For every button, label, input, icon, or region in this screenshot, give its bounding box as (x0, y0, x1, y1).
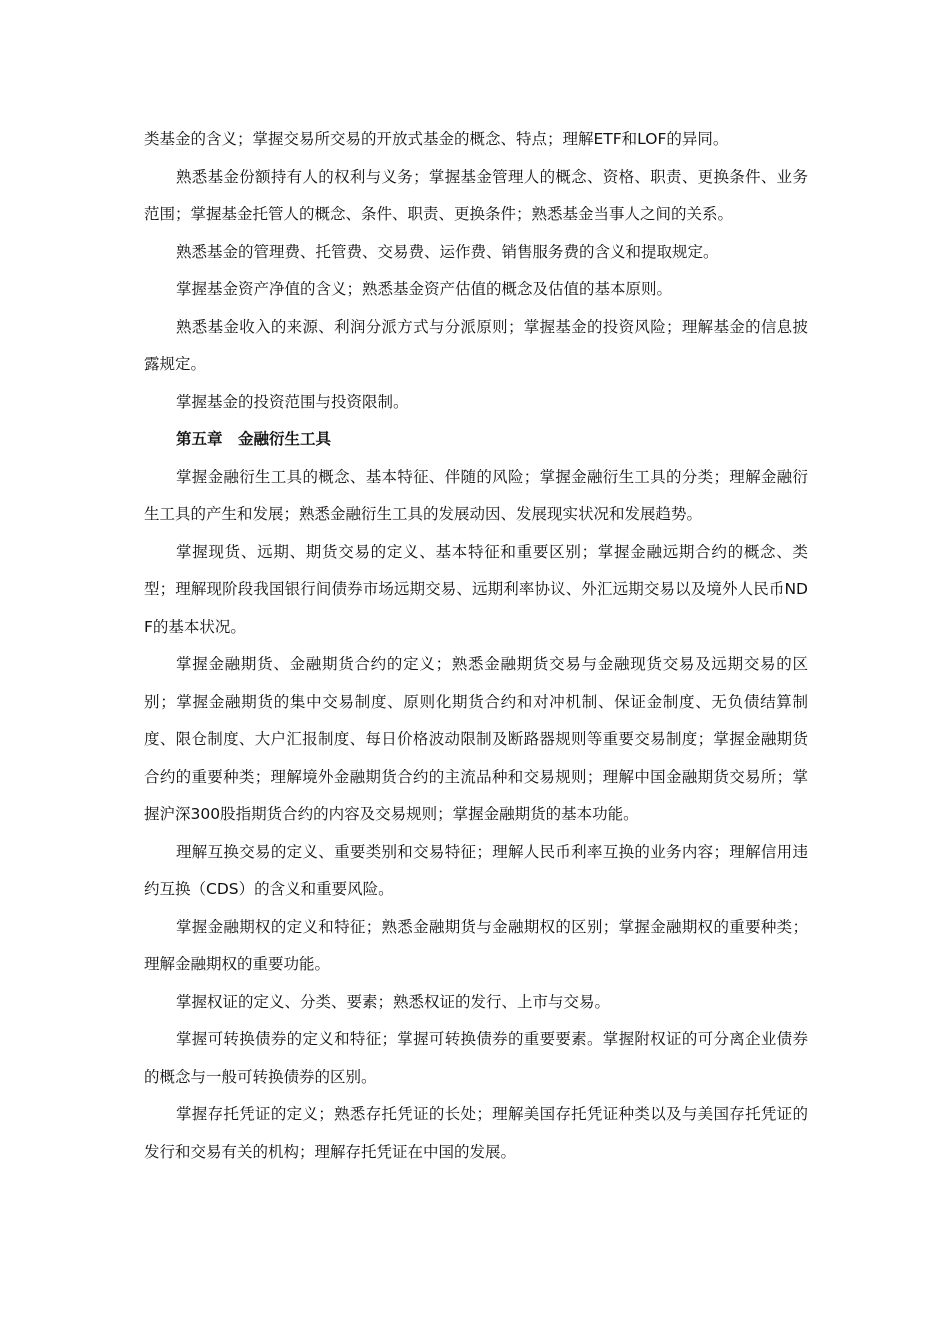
paragraph-fund-fees: 熟悉基金的管理费、托管费、交易费、运作费、销售服务费的含义和提取规定。 (176, 242, 719, 261)
paragraph-futures: 掌握金融期货、金融期货合约的定义；熟悉金融期货交易与金融现货交易及远期交易的区别；掌握金融期货的集中交易制度、原则化期货合约和对冲机制、保证金制度、无负债结算制度、限仓制度、大户汇报制度、每日价格波动限制及断路器规则等重要交易制度；掌握金融期货合约的重要种类；理解境外金融期货合约的主流品种和交易规则；理解中国金融期货交易所；掌握沪深300股指期货合约的内容及交易规则；掌握金融期货的基本功能。 (144, 655, 808, 823)
paragraph-fund-holders: 熟悉基金份额持有人的权利与义务；掌握基金管理人的概念、资格、职责、更换条件、业务范围；掌握基金托管人的概念、条件、职责、更换条件；熟悉基金当事人之间的关系。 (144, 167, 808, 223)
document-body (144, 121, 808, 1171)
paragraph-options: 掌握金融期权的定义和特征；熟悉金融期货与金融期权的区别；掌握金融期权的重要种类；理解金融期权的重要功能。 (144, 917, 808, 973)
paragraph-derivatives-intro: 掌握金融衍生工具的概念、基本特征、伴随的风险；掌握金融衍生工具的分类；理解金融衍生工具的产生和发展；熟悉金融衍生工具的发展动因、发展现实状况和发展趋势。 (144, 467, 808, 523)
paragraph-depositary-receipts: 掌握存托凭证的定义；熟悉存托凭证的长处；理解美国存托凭证种类以及与美国存托凭证的发行和交易有关的机构；理解存托凭证在中国的发展。 (144, 1105, 808, 1161)
paragraph-fund-nav: 掌握基金资产净值的含义；熟悉基金资产估值的概念及估值的基本原则。 (176, 280, 673, 298)
paragraph-convertible-bonds: 掌握可转换债券的定义和特征；掌握可转换债券的重要要素。掌握附权证的可分离企业债券的概念与一般可转换债券的区别。 (144, 1030, 808, 1086)
paragraph-swaps: 理解互换交易的定义、重要类别和交易特征；理解人民币利率互换的业务内容；理解信用违约互换（CDS）的含义和重要风险。 (144, 842, 808, 898)
paragraph-warrants: 掌握权证的定义、分类、要素；熟悉权证的发行、上市与交易。 (176, 992, 611, 1011)
paragraph-forwards: 掌握现货、远期、期货交易的定义、基本特征和重要区别；掌握金融远期合约的概念、类型；理解现阶段我国银行间债券市场远期交易、远期利率协议、外汇远期交易以及境外人民币NDF的基本状况。 (144, 542, 808, 636)
paragraph-fund-income: 熟悉基金收入的来源、利润分派方式与分派原则；掌握基金的投资风险；理解基金的信息披露规定。 (144, 317, 808, 373)
paragraph-continued: 类基金的含义；掌握交易所交易的开放式基金的概念、特点；理解ETF和LOF的异同。 (144, 130, 729, 148)
paragraph-fund-investment: 掌握基金的投资范围与投资限制。 (176, 392, 409, 411)
chapter-heading: 第五章 金融衍生工具 (176, 430, 332, 448)
